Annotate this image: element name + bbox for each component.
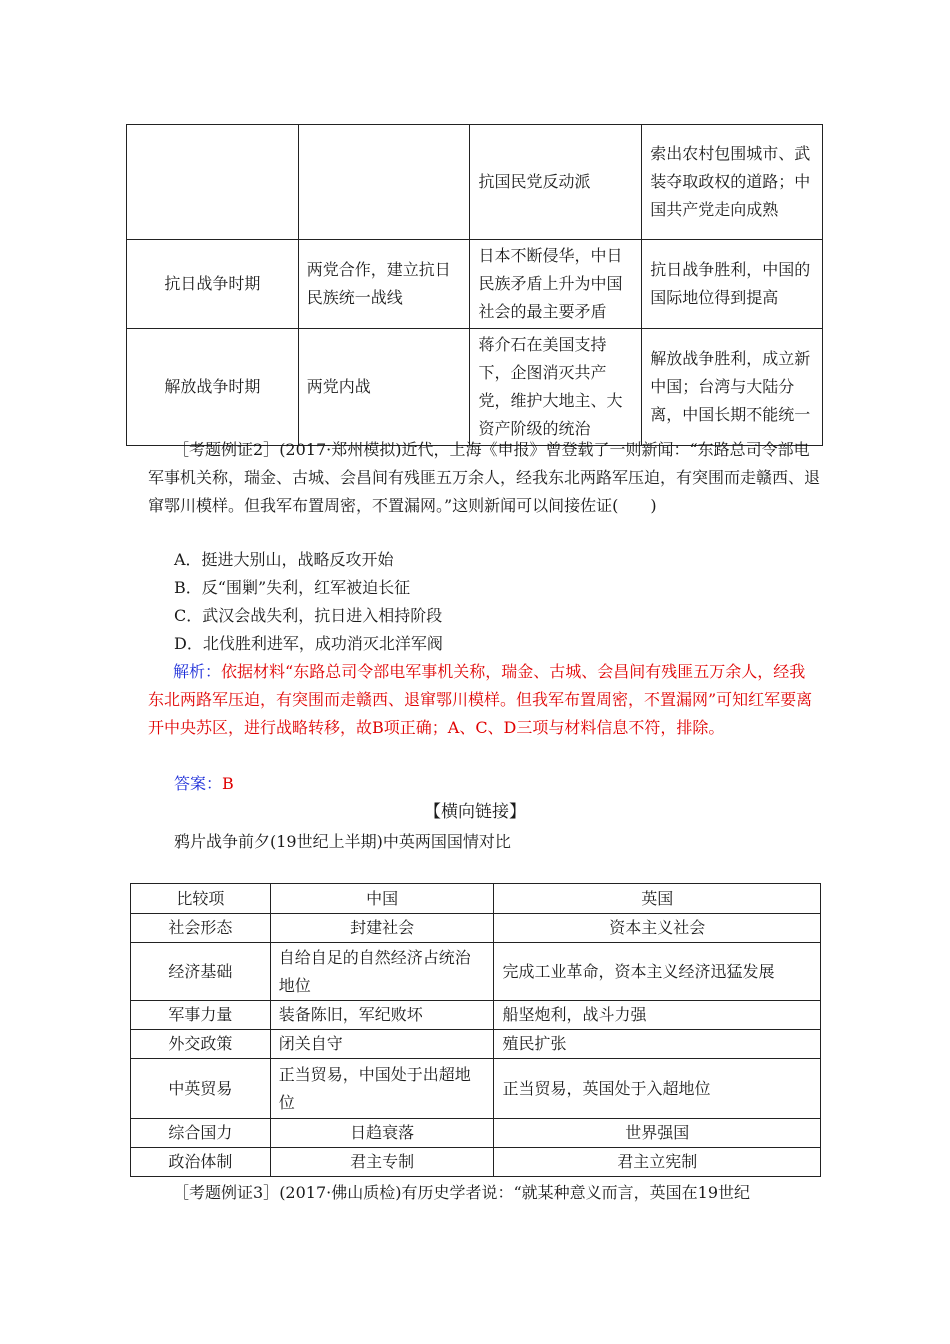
option-d: D．北伐胜利进军，成功消灭北洋军阀 (174, 634, 443, 653)
option-c: C．武汉会战失利，抗日进入相持阶段 (174, 606, 443, 625)
section-subtitle: 鸦片战争前夕(19世纪上半期)中英两国国情对比 (174, 832, 511, 851)
background-cell: 抗国民党反动派 (470, 125, 642, 240)
table-row (127, 240, 823, 329)
example-tag: ［考题例证3］ (173, 1183, 280, 1202)
section-title: 【横向链接】 (424, 802, 526, 822)
result-cell: 抗日战争胜利，中国的国际地位得到提高 (642, 240, 823, 329)
britain-cell: 资本主义社会 (494, 914, 821, 943)
table-row (127, 329, 823, 446)
background-cell: 蒋介石在美国支持下，企图消灭共产党，维护大地主、大资产阶级的统治 (470, 329, 642, 446)
item-cell: 中英贸易 (131, 1059, 271, 1119)
china-cell: 君主专制 (270, 1148, 494, 1177)
answer-value: B (222, 774, 234, 793)
britain-cell: 君主立宪制 (494, 1148, 821, 1177)
result-cell: 索出农村包围城市、武装夺取政权的道路；中国共产党走向成熟 (642, 125, 823, 240)
table-row (131, 943, 821, 1001)
china-cell: 装备陈旧，军纪败坏 (270, 1001, 494, 1030)
britain-cell: 正当贸易，英国处于入超地位 (494, 1059, 821, 1119)
item-cell: 政治体制 (131, 1148, 271, 1177)
table-row (127, 125, 823, 240)
period-cell: 抗日战争时期 (127, 240, 299, 329)
answer (174, 770, 854, 798)
china-cell: 封建社会 (270, 914, 494, 943)
column-header: 比较项 (131, 884, 271, 914)
answer-label: 答案： (174, 774, 223, 793)
option-b: B．反“围剿”失利，红军被迫长征 (174, 578, 411, 597)
period-comparison-table (126, 124, 823, 446)
analysis (148, 658, 820, 742)
britain-cell: 世界强国 (494, 1119, 821, 1148)
background-cell: 日本不断侵华，中日民族矛盾上升为中国社会的最主要矛盾 (470, 240, 642, 329)
item-cell: 外交政策 (131, 1030, 271, 1059)
table-row (131, 1059, 821, 1119)
china-cell: 日趋衰落 (270, 1119, 494, 1148)
period-cell: 解放战争时期 (127, 329, 299, 446)
item-cell: 经济基础 (131, 943, 271, 1001)
china-cell: 闭关自守 (270, 1030, 494, 1059)
table-row (131, 914, 821, 943)
china-cell: 正当贸易，中国处于出超地位 (270, 1059, 494, 1119)
relation-cell: 两党内战 (298, 329, 470, 446)
analysis-label: 解析： (173, 662, 222, 681)
column-header: 英国 (494, 884, 821, 914)
table-header-row (131, 884, 821, 914)
question-text: (2017·佛山质检)有历史学者说：“就某种意义而言，英国在19世纪 (279, 1183, 751, 1202)
example-3-question (148, 1179, 828, 1207)
example-tag: ［考题例证2］ (173, 440, 280, 459)
question-text: (2017·郑州模拟)近代，上海《申报》曾登载了一则新闻：“东路总司令部电军事机关称，瑞金、古城、会昌间有残匪五万余人，经我东北两路军压迫，有突围而走赣西、退窜鄂川模样。但我军布置周密，不置漏网。”这则新闻可以间接佐证( ) (148, 440, 821, 515)
table-row (131, 1030, 821, 1059)
option-a: A．挺进大别山，战略反攻开始 (174, 550, 394, 569)
china-cell: 自给自足的自然经济占统治地位 (270, 943, 494, 1001)
table-row (131, 1148, 821, 1177)
britain-cell: 完成工业革命，资本主义经济迅猛发展 (494, 943, 821, 1001)
china-britain-comparison-table (130, 883, 821, 1177)
britain-cell: 殖民扩张 (494, 1030, 821, 1059)
item-cell: 军事力量 (131, 1001, 271, 1030)
item-cell: 社会形态 (131, 914, 271, 943)
column-header: 中国 (270, 884, 494, 914)
relation-cell: 两党合作，建立抗日民族统一战线 (298, 240, 470, 329)
relation-cell (298, 125, 470, 240)
period-cell (127, 125, 299, 240)
result-cell: 解放战争胜利，成立新中国；台湾与大陆分离，中国长期不能统一 (642, 329, 823, 446)
britain-cell: 船坚炮利，战斗力强 (494, 1001, 821, 1030)
table-row (131, 1001, 821, 1030)
example-2-question (148, 436, 820, 520)
analysis-text: 依据材料“东路总司令部电军事机关称，瑞金、古城、会昌间有残匪五万余人，经我东北两路军压迫，有突围而走赣西、退窜鄂川模样。但我军布置周密，不置漏网”可知红军要离开中央苏区，进行战略转移，故B项正确；A、C、D三项与材料信息不符，排除。 (148, 662, 813, 737)
item-cell: 综合国力 (131, 1119, 271, 1148)
table-row (131, 1119, 821, 1148)
